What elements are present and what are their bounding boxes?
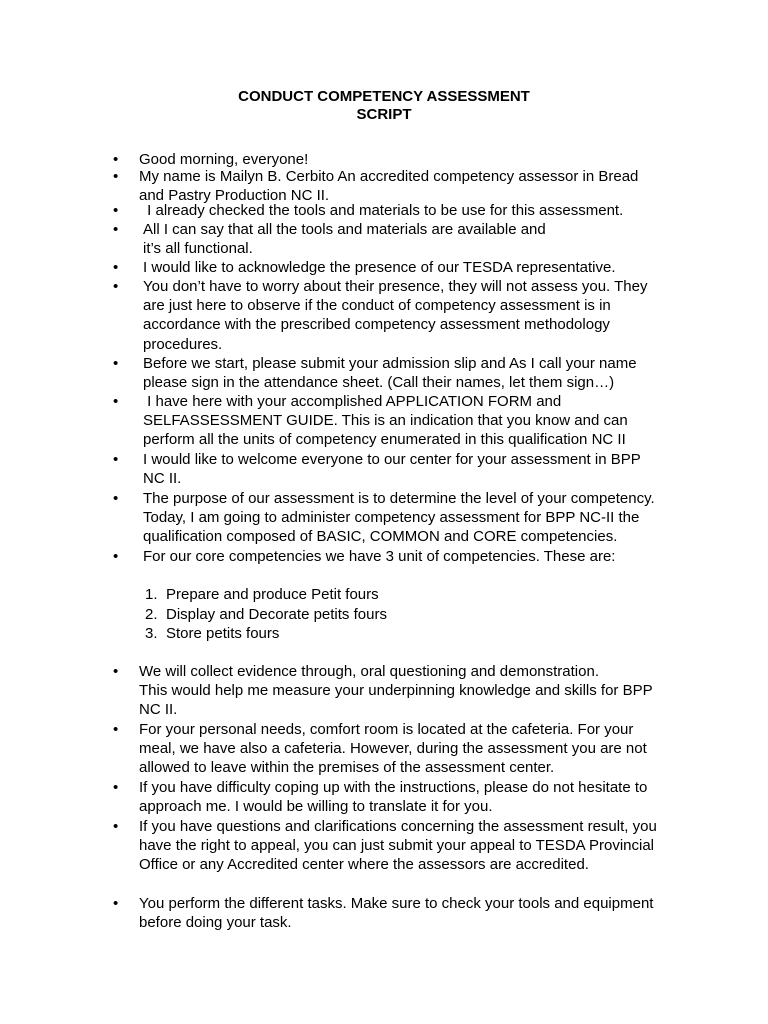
bullet-marker: • — [113, 895, 119, 912]
bullet-text-line: perform all the units of competency enumerated in this qualification NC II — [143, 431, 626, 449]
bullet-marker: • — [113, 721, 119, 738]
bullet-marker: • — [113, 151, 119, 168]
numbered-marker: 2. — [145, 606, 158, 623]
bullet-text-line: Office or any Accredited center where the assessors are accredited. — [139, 856, 589, 874]
bullet-text-line: Today, I am going to administer competency assessment for BPP NC-II the — [143, 509, 640, 527]
bullet-marker: • — [113, 168, 119, 185]
bullet-text-line: procedures. — [143, 335, 223, 353]
bullet-text-line: and Pastry Production NC II. — [139, 187, 330, 205]
bullet-text-line: meal, we have also a cafeteria. However, during the assessment you are not — [139, 740, 647, 758]
bullet-text-line: are just here to observe if the conduct of competency assessment is in — [143, 297, 611, 315]
bullet-text-line: You perform the different tasks. Make sure to check your tools and equipment — [139, 895, 654, 912]
bullet-marker: • — [113, 202, 119, 219]
numbered-marker: 3. — [145, 625, 158, 642]
bullet-text-line: For our core competencies we have 3 unit of competencies. These are: — [143, 548, 616, 565]
bullet-text-line: If you have questions and clarifications concerning the assessment result, you — [139, 818, 657, 835]
document-title-line2: SCRIPT — [356, 106, 412, 123]
bullet-text-line: please sign in the attendance sheet. (Call their names, let them sign…) — [143, 374, 615, 392]
bullet-text-line: it’s all functional. — [143, 240, 253, 258]
bullet-text-line: Good morning, everyone! — [139, 151, 309, 168]
bullet-text-line: This would help me measure your underpinning knowledge and skills for BPP — [139, 682, 653, 700]
bullet-text-line: allowed to leave within the premises of the assessment center. — [139, 759, 555, 777]
numbered-item-text: Display and Decorate petits fours — [166, 606, 387, 623]
bullet-text-line: qualification composed of BASIC, COMMON and CORE competencies. — [143, 528, 618, 546]
bullet-marker: • — [113, 451, 119, 468]
bullet-marker: • — [113, 278, 119, 295]
bullet-text-line: I would like to acknowledge the presence of our TESDA representative. — [143, 259, 616, 276]
bullet-marker: • — [113, 355, 119, 372]
bullet-text-line: NC II. — [143, 470, 182, 488]
bullet-text-line: I already checked the tools and materials to be use for this assessment. — [143, 202, 624, 219]
numbered-marker: 1. — [145, 586, 158, 603]
numbered-item-text: Prepare and produce Petit fours — [166, 586, 379, 603]
bullet-text-line: The purpose of our assessment is to determine the level of your competency. — [143, 490, 655, 507]
bullet-marker: • — [113, 221, 119, 238]
bullet-text-line: If you have difficulty coping up with the instructions, please do not hesitate to — [139, 779, 648, 796]
bullet-text-line: accordance with the prescribed competency assessment methodology — [143, 316, 610, 334]
bullet-marker: • — [113, 779, 119, 796]
bullet-text-line: before doing your task. — [139, 914, 292, 932]
bullet-text-line: You don’t have to worry about their presence, they will not assess you. They — [143, 278, 648, 295]
bullet-text-line: approach me. I would be willing to translate it for you. — [139, 798, 493, 816]
bullet-marker: • — [113, 393, 119, 410]
numbered-item-text: Store petits fours — [166, 625, 280, 642]
bullet-marker: • — [113, 663, 119, 680]
bullet-marker: • — [113, 548, 119, 565]
bullet-text-line: I have here with your accomplished APPLICATION FORM and — [143, 393, 562, 410]
bullet-text-line: All I can say that all the tools and materials are available and — [143, 221, 546, 238]
bullet-text-line: SELFASSESSMENT GUIDE. This is an indication that you know and can — [143, 412, 628, 430]
bullet-marker: • — [113, 259, 119, 276]
bullet-text-line: I would like to welcome everyone to our center for your assessment in BPP — [143, 451, 641, 468]
bullet-text-line: have the right to appeal, you can just submit your appeal to TESDA Provincial — [139, 837, 655, 855]
document-title-line1: CONDUCT COMPETENCY ASSESSMENT — [238, 88, 530, 105]
bullet-text-line: NC II. — [139, 701, 178, 719]
bullet-text-line: For your personal needs, comfort room is located at the cafeteria. For your — [139, 721, 634, 738]
bullet-text-line: Before we start, please submit your admission slip and As I call your name — [143, 355, 637, 372]
bullet-text-line: We will collect evidence through, oral questioning and demonstration. — [139, 663, 599, 680]
bullet-marker: • — [113, 490, 119, 507]
bullet-marker: • — [113, 818, 119, 835]
bullet-text-line: My name is Mailyn B. Cerbito An accredited competency assessor in Bread — [139, 168, 639, 185]
